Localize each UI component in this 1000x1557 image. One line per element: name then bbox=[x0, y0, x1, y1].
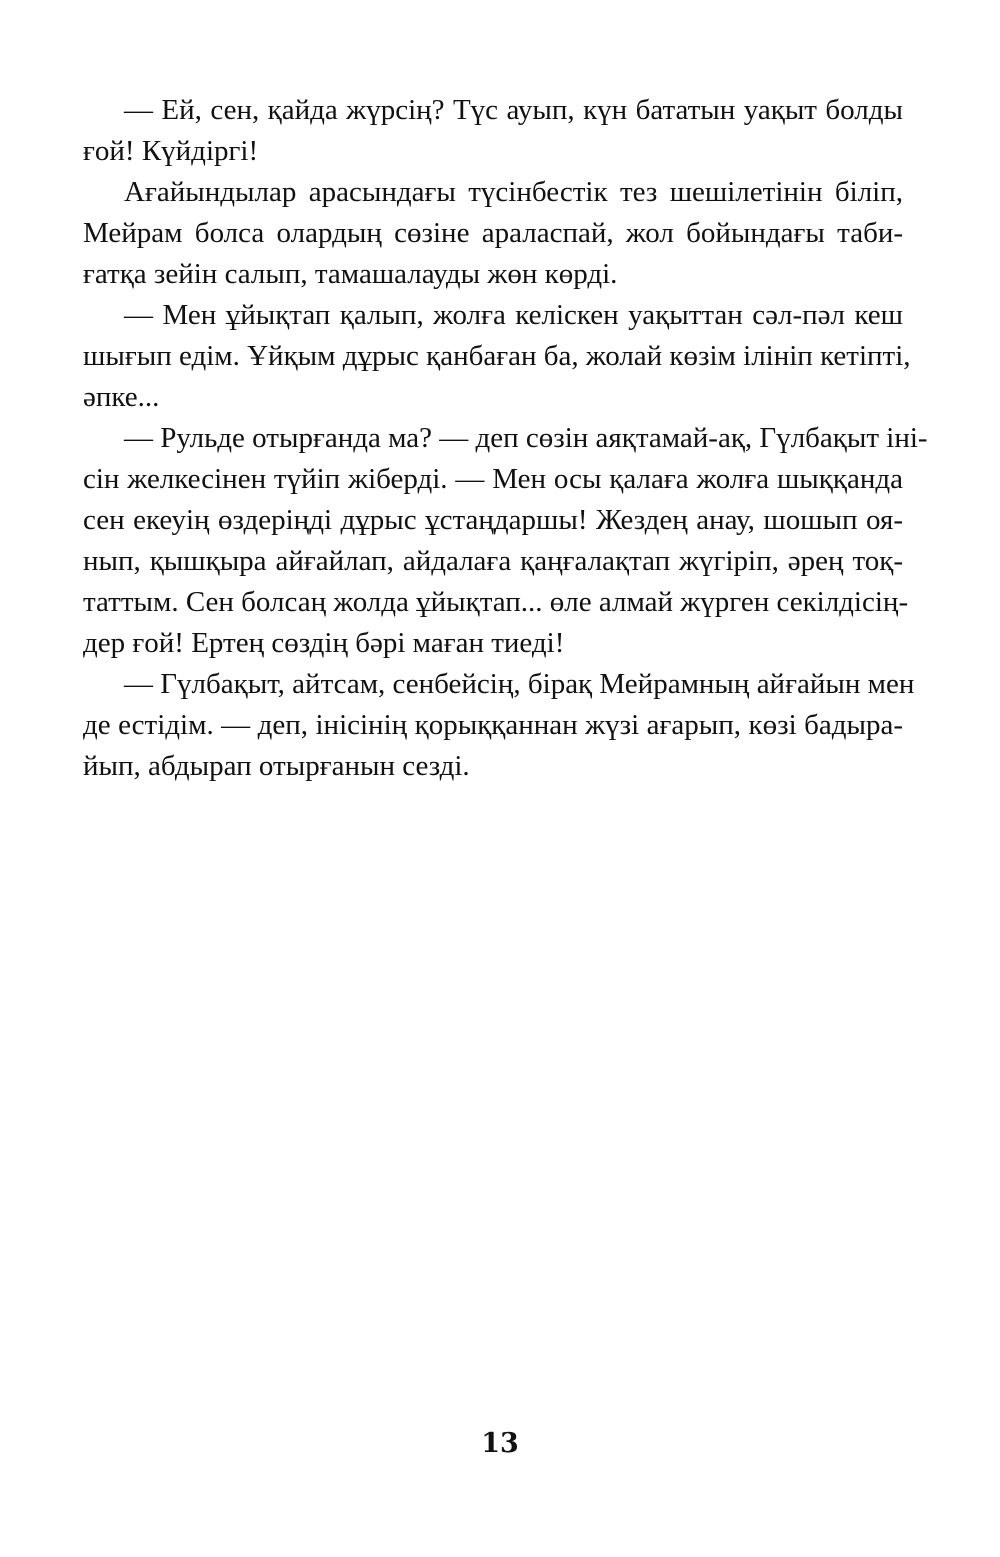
text-line: әпке... bbox=[83, 381, 160, 413]
paragraph-3 bbox=[83, 295, 911, 418]
page-number: 13 bbox=[481, 1428, 519, 1459]
text-line: — Рульде отырғанда ма? — деп сөзін аяқтамай-ақ, Гүлбақыт іні- bbox=[124, 422, 928, 454]
text-line: ғой! Күйдіргі! bbox=[83, 135, 259, 167]
paragraph-4 bbox=[83, 418, 928, 664]
body-text bbox=[83, 90, 928, 787]
paragraph-1 bbox=[83, 90, 903, 172]
text-line: дер ғой! Ертең сөздің бәрі маған тиеді! bbox=[83, 627, 565, 659]
text-line: нып, қышқыра айғайлап, айдалаға қаңғалақтап жүгіріп, әрең тоқ- bbox=[83, 545, 903, 577]
text-line: Мейрам болса олардың сөзіне араласпай, жол бойындағы таби- bbox=[83, 217, 903, 249]
text-line: сен екеуің өздеріңді дұрыс ұстаңдаршы! Жездең анау, шошып оя- bbox=[83, 504, 903, 536]
paragraph-2 bbox=[83, 172, 903, 295]
text-line: — Ей, сен, қайда жүрсің? Түс ауып, күн бататын уақыт болды bbox=[124, 94, 903, 126]
text-line: ғатқа зейін салып, тамашалауды жөн көрді. bbox=[83, 258, 618, 290]
text-line: Ағайындылар арасындағы түсінбестік тез шешілетінін біліп, bbox=[124, 176, 903, 208]
text-line: де естідім. — деп, інісінің қорыққаннан жүзі ағарып, көзі бадыра- bbox=[83, 709, 903, 741]
text-line: сін желкесінен түйіп жіберді. — Мен осы қалаға жолға шыққанда bbox=[83, 463, 903, 495]
text-line: — Гүлбақыт, айтсам, сенбейсің, бірақ Мейрамның айғайын мен bbox=[124, 668, 915, 700]
text-line: шығып едім. Ұйқым дұрыс қанбаған ба, жолай көзім ілініп кетіпті, bbox=[83, 340, 911, 372]
text-line: таттым. Сен болсаң жолда ұйықтап... өле алмай жүрген секілдісің- bbox=[83, 586, 909, 618]
paragraph-5 bbox=[83, 664, 915, 787]
text-line: йып, абдырап отырғанын сезді. bbox=[83, 750, 470, 782]
text-line: — Мен ұйықтап қалып, жолға келіскен уақыттан сәл-пәл кеш bbox=[124, 299, 903, 331]
